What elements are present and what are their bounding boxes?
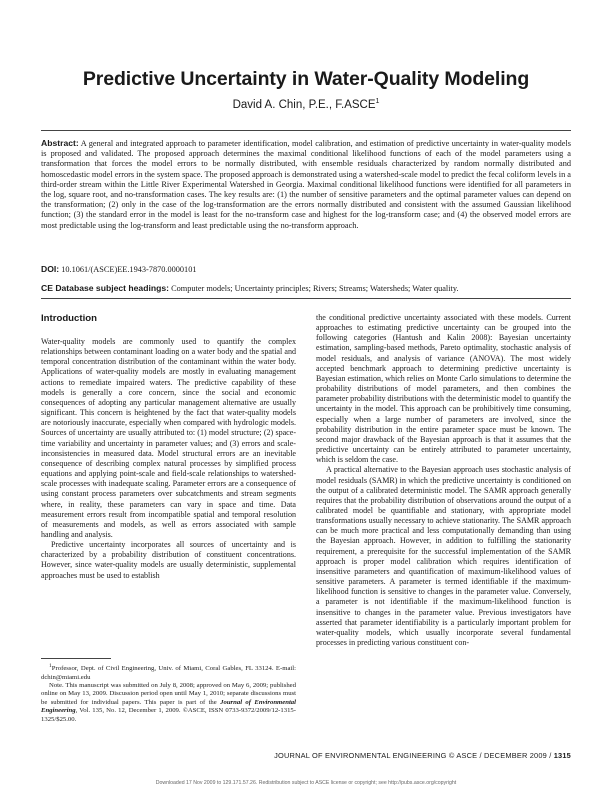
journal-footer bbox=[0, 751, 571, 760]
abstract bbox=[41, 138, 571, 231]
paragraph: the conditional predictive uncertainty associated with these models. Current approaches to estimating predictive uncertainty can be grouped into the following categories (Hantush and Kalin 2008): Bayesian uncertainty estimation, sampling-based methods, Pareto optimality, stochastic analysis of model residuals, and analysis of variance (ANOVA). The most widely accepted benchmark approach to determining predictive uncertainty is Bayesian estimation, which relies on Monte Carlo simulations to determine the probability distributions of model parameters, and then combines the parameter probability distributions with the deterministic model to quantify the uncertainty in the model. This approach can be prohibitively time consuming, especially when a large number of parameters are involved, since the probability distribution in the entire parameter space must be known. The second major drawback of the Bayesian approach is that it assumes that the predictive uncertainty can be entirely attributed to parameter uncertainty, which is seldom the case. bbox=[316, 313, 571, 465]
paper-title: Predictive Uncertainty in Water-Quality Modeling bbox=[82, 68, 530, 90]
affiliation-footnote bbox=[41, 662, 296, 682]
manuscript-note: Note. This manuscript was submitted on July 8, 2008; approved on May 6, 2009; published online on May 13, 2009. Discussion period open until May 1, 2010; separate discussions must be submitted for individual papers. This paper is part of the Journal of Environmental Engineering, Vol. 135, No. 12, December 1, 2009. ©ASCE, ISSN 0733-9372/2009/12-1315-1325/$25.00. bbox=[41, 682, 297, 723]
abstract-label: Abstract: bbox=[41, 138, 79, 148]
paragraph: A practical alternative to the Bayesian approach uses stochastic analysis of model residuals (SAMR) in which the predictive uncertainty is conditioned on the output of a calibrated deterministic model. The SAMR approach generally requires that the probability distribution of observations around the output of a calibrated model be quantifiable and stationary, with appropriate model transformations usually necessary to achieve stationarity. The SAMR approach can be much more practical and less computationally demanding than using the Bayesian approach. However, in addition to fulfilling the stationarity requirement, a prerequisite for the successful implementation of the SAMR approach is proper model calibration which requires identification of insensitive parameters and quantification of maximum-likelihood values of sensitive parameters. A parameter is termed identifiable if the maximum-likelihood function is sensitive to changes in the parameter value. Conversely, a parameter is not identifiable if the maximum-likelihood function is insensitive to changes in the parameter value. Previous investigators have asserted that parameter identifiability is a particularly important problem for water-quality models, which usually incorporate several fundamental processes in predicting various constituent con- bbox=[316, 465, 571, 647]
top-rule bbox=[41, 130, 571, 131]
doi-line bbox=[41, 264, 571, 275]
doi-label: DOI: bbox=[41, 264, 60, 274]
abstract-text: A general and integrated approach to parameter identification, model calibration, and estimation of predictive uncertainty in water-quality models is proposed and validated. The proposed approach determines the maximal conditional likelihood functions of each of the model parameters using a transformation that forces the model errors to be normally distributed, with ensemble residuals characterized by random normally distributed and homoscedastic model errors in the system space. The proposed approach is demonstrated using a watershed-scale model to predict the fecal coliform levels in a third-order stream within the Little River Experimental Watershed in Georgia. Maximal conditional likelihood functions were identified for all parameters in the log, square root, and no-transformation cases. The key results are: (1) the number of sensitive parameters and the optimal parameter values can depend on the transformation; (2) only in the case of the log-transformation are the errors normally distributed and consistent with the assumed Gaussian likelihood function; (3) the standard error in the model is least for the no-transform case and highest for the log-transform case; and (4) the observed model errors are most predictable using the log-transform and least predictable using the no-transform approach. bbox=[41, 139, 571, 230]
subject-headings-value: Computer models; Uncertainty principles; Rivers; Streams; Watersheds; Water quality. bbox=[171, 284, 459, 293]
paragraph: Predictive uncertainty incorporates all sources of uncertainty and is characterized by a probability distribution of constituent concentrations. However, since water-quality models are usually deterministic, supplemental approaches must be used to establish bbox=[41, 540, 296, 580]
subject-headings bbox=[41, 283, 571, 294]
doi-value: 10.1061/(ASCE)EE.1943-7870.0000101 bbox=[61, 265, 197, 274]
introduction-heading: Introduction bbox=[41, 313, 97, 324]
paragraph: Water-quality models are commonly used to quantify the complex relationships between contaminant loading on a water body and the spatial and temporal concentration distribution of the contaminant within the water body. Applications of water-quality models are mostly in evaluating management actions to remediate impaired waters. The predictive capability of these models is generally a core concern, since the social and economic consequences of adopting any particular management alternative are usually significant. This concern is heightened by the fact that water-quality models are notoriously inaccurate, especially when compared with hydrologic models. Sources of uncertainty are usually attributed to: (1) model structure; (2) space-time variability and uncertainty in parameter values; and (3) errors and scale-inconsistencies in measured data. Model structural errors are an inevitable consequence of describing complex natural processes by simplified process equations and applying point-scale and field-scale relationships to watershed-scale processes with inadequate scaling. Parameter errors are a consequence of using constant process parameters over subcatchments and stream segments where, in reality, these parameters can vary in space and time. Data measurement errors result from incompatible spatial and temporal resolution of measurements and models, as well as errors associated with sample handling and analysis. bbox=[41, 337, 296, 539]
left-column bbox=[41, 337, 296, 581]
author-name: David A. Chin, P.E., F.ASCE bbox=[232, 98, 376, 111]
download-notice: Downloaded 17 Nov 2009 to 129.171.57.26. Redistribution subject to ASCE license or copyright; see http://pubs.asce.org/copyright bbox=[155, 780, 457, 786]
page-number: 1315 bbox=[553, 751, 571, 760]
mid-rule bbox=[41, 298, 571, 299]
subject-headings-label: CE Database subject headings: bbox=[41, 283, 169, 293]
author-line bbox=[0, 98, 612, 111]
author-footnote-marker: 1 bbox=[375, 98, 380, 105]
right-column bbox=[316, 313, 571, 648]
journal-name: Journal of Environmental Engineering bbox=[41, 698, 297, 715]
affiliation-text: Professor, Dept. of Civil Engineering, Univ. of Miami, Coral Gables, FL 33124. E-mail: dchin@miami.edu bbox=[41, 665, 296, 681]
footnote-rule bbox=[41, 658, 111, 659]
affiliation-marker: 1 bbox=[49, 663, 52, 669]
journal-footer-text: JOURNAL OF ENVIRONMENTAL ENGINEERING © ASCE / DECEMBER 2009 / bbox=[274, 751, 554, 760]
footnotes bbox=[41, 662, 296, 724]
